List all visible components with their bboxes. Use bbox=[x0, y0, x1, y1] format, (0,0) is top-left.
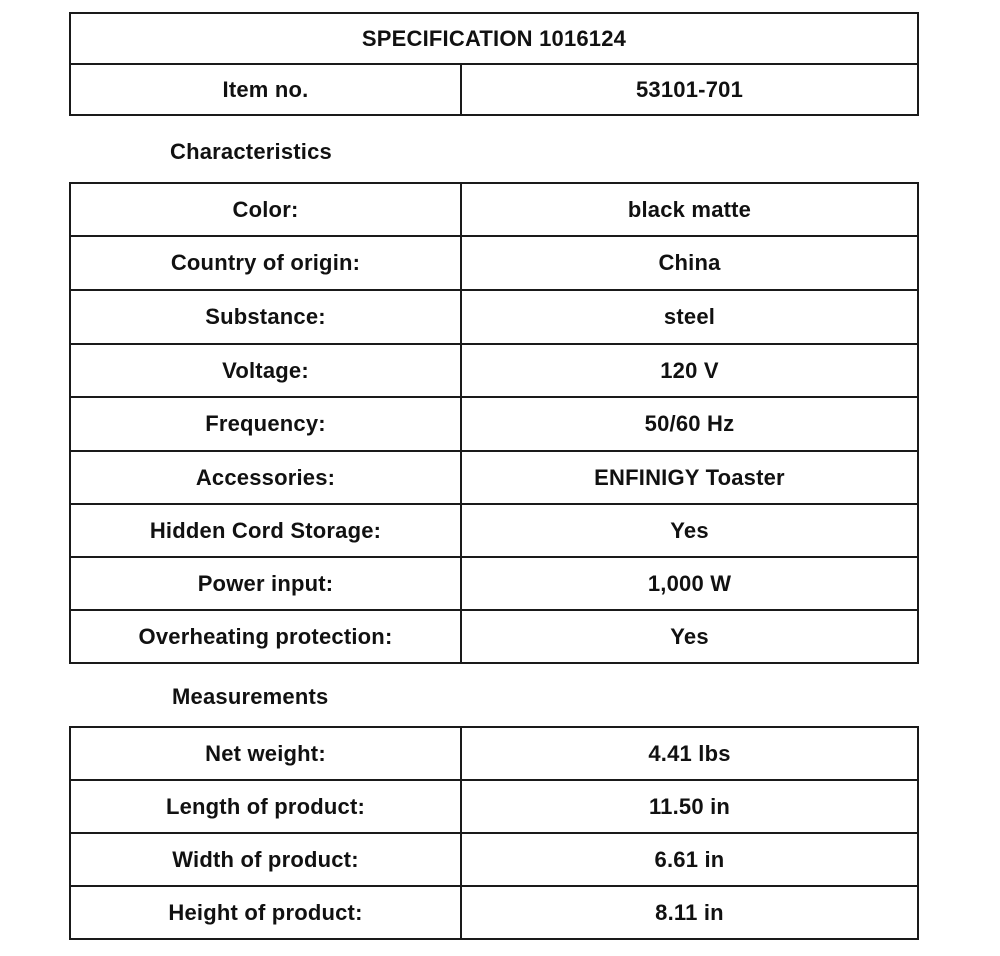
spec-label: Voltage: bbox=[70, 344, 461, 397]
table-row bbox=[70, 236, 918, 290]
spec-value: 4.41 lbs bbox=[461, 727, 918, 780]
spec-label: Length of product: bbox=[70, 780, 461, 833]
spec-label: Frequency: bbox=[70, 397, 461, 451]
spec-label: Color: bbox=[70, 183, 461, 236]
spec-label: Height of product: bbox=[70, 886, 461, 939]
table-row bbox=[70, 183, 918, 236]
characteristics-heading: Characteristics bbox=[170, 139, 332, 164]
spec-value: 11.50 in bbox=[461, 780, 918, 833]
specification-header-table bbox=[69, 12, 919, 116]
spec-label: Width of product: bbox=[70, 833, 461, 886]
measurements-heading: Measurements bbox=[172, 684, 329, 709]
spec-value: 8.11 in bbox=[461, 886, 918, 939]
table-row bbox=[70, 557, 918, 610]
table-row bbox=[70, 290, 918, 344]
spec-value: 120 V bbox=[461, 344, 918, 397]
spec-label: Country of origin: bbox=[70, 236, 461, 290]
table-row bbox=[70, 780, 918, 833]
spec-value: Yes bbox=[461, 504, 918, 557]
spec-value: ENFINIGY Toaster bbox=[461, 451, 918, 504]
spec-label: Net weight: bbox=[70, 727, 461, 780]
spec-label: Overheating protection: bbox=[70, 610, 461, 663]
table-row bbox=[70, 344, 918, 397]
spec-value: China bbox=[461, 236, 918, 290]
table-row bbox=[70, 504, 918, 557]
table-row bbox=[70, 64, 918, 115]
characteristics-table bbox=[69, 182, 919, 664]
measurements-table bbox=[69, 726, 919, 940]
spec-value: black matte bbox=[461, 183, 918, 236]
spec-value: 6.61 in bbox=[461, 833, 918, 886]
spec-value: 50/60 Hz bbox=[461, 397, 918, 451]
spec-value: 1,000 W bbox=[461, 557, 918, 610]
spec-label: Substance: bbox=[70, 290, 461, 344]
specification-title: SPECIFICATION 1016124 bbox=[70, 13, 918, 64]
table-row bbox=[70, 833, 918, 886]
spec-label: Power input: bbox=[70, 557, 461, 610]
spec-label: Hidden Cord Storage: bbox=[70, 504, 461, 557]
table-row bbox=[70, 886, 918, 939]
item-number-value: 53101-701 bbox=[461, 64, 918, 115]
table-row bbox=[70, 451, 918, 504]
table-row bbox=[70, 727, 918, 780]
table-row bbox=[70, 397, 918, 451]
spec-label: Accessories: bbox=[70, 451, 461, 504]
spec-value: steel bbox=[461, 290, 918, 344]
spec-value: Yes bbox=[461, 610, 918, 663]
item-number-label: Item no. bbox=[70, 64, 461, 115]
table-row bbox=[70, 13, 918, 64]
table-row bbox=[70, 610, 918, 663]
